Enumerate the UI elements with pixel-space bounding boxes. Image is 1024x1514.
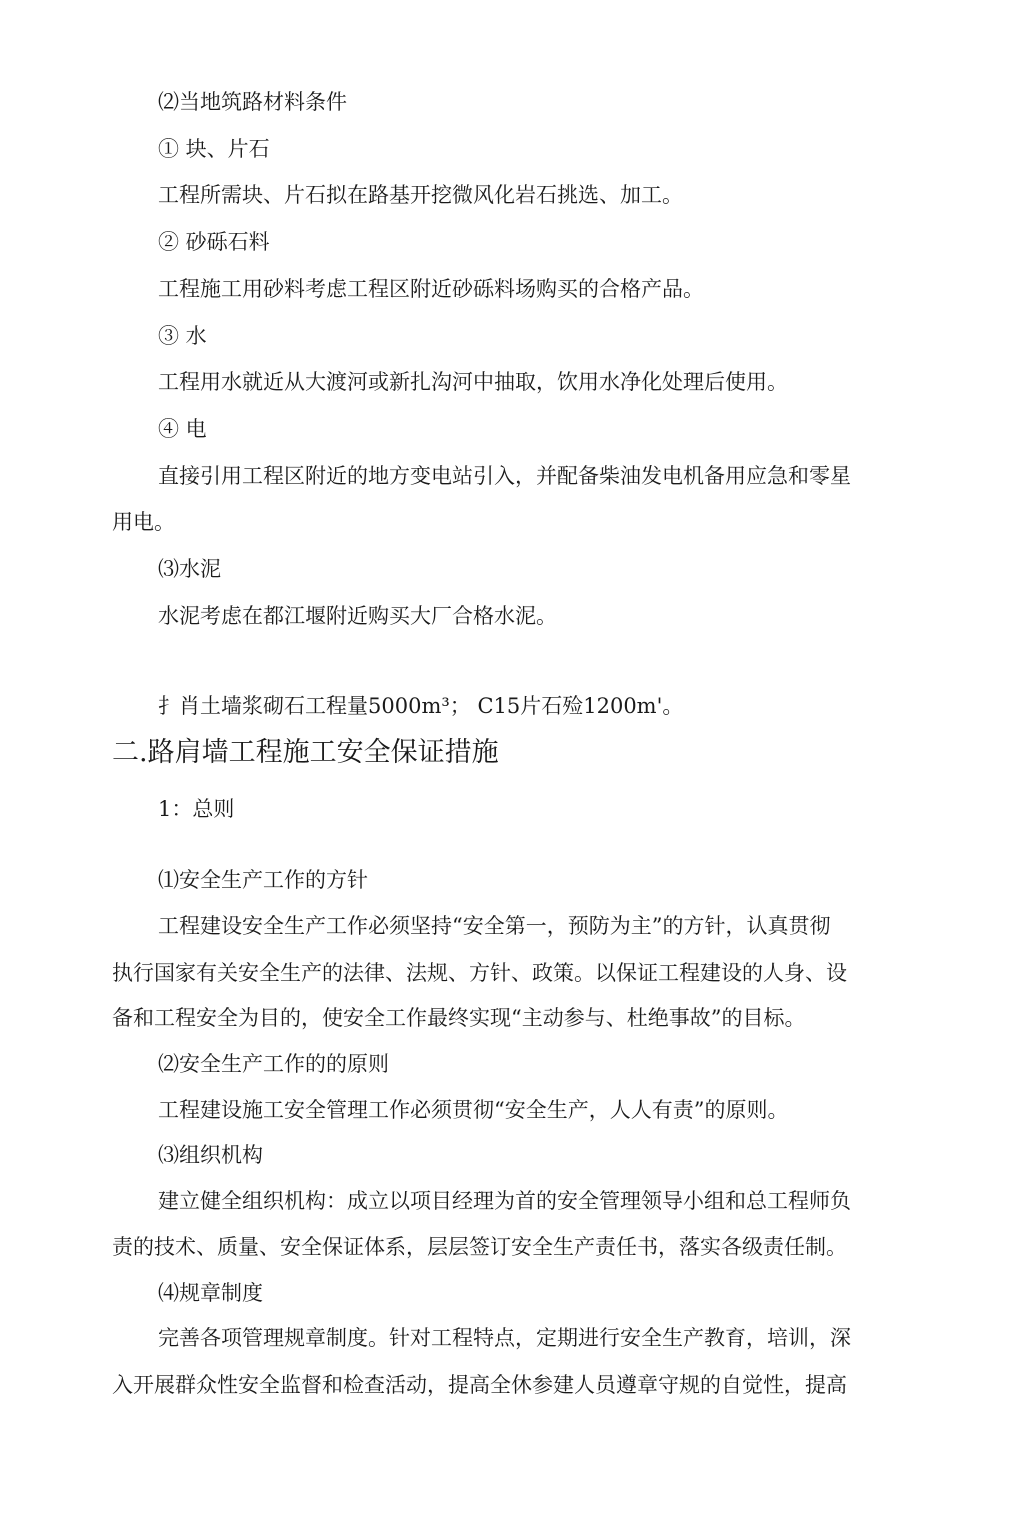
subsection-policy: ⑴安全生产工作的方针 xyxy=(158,868,368,892)
paragraph-power-line2: 用电。 xyxy=(112,510,175,534)
paragraph-gravel: 工程施工用砂料考虑工程区附近砂砾料场购买的合格产品。 xyxy=(158,277,704,301)
paragraph-regulations-line2: 入开展群众性安全监督和检查活动，提高全休参建人员遵章守规的自觉性，提高 xyxy=(112,1373,847,1397)
section-heading: 二.路肩墙工程施工安全保证措施 xyxy=(112,737,499,768)
paragraph-power-line1: 直接引用工程区附近的地方变电站引入，并配备柴油发电机备用应急和零星 xyxy=(158,464,851,488)
paragraph-stone: 工程所需块、片石拟在路基开挖微风化岩石挑选、加工。 xyxy=(158,183,683,207)
paragraph-principle: 工程建设施工安全管理工作必须贯彻“安全生产，人人有责”的原则。 xyxy=(158,1098,789,1122)
paragraph-policy-line3: 备和工程安全为目的，使安全工作最终实现“主动参与、杜绝事故”的目标。 xyxy=(112,1006,806,1030)
subsection-general: 1：总则 xyxy=(158,797,235,821)
subsection-cement: ⑶水泥 xyxy=(158,557,221,581)
item-power: ④ 电 xyxy=(158,417,207,441)
paragraph-regulations-line1: 完善各项管理规章制度。针对工程特点，定期进行安全生产教育，培训，深 xyxy=(158,1326,851,1350)
paragraph-cement: 水泥考虑在都江堰附近购买大厂合格水泥。 xyxy=(158,604,557,628)
paragraph-policy-line2: 执行国家有关安全生产的法律、法规、方针、政策。以保证工程建设的人身、设 xyxy=(112,961,847,985)
paragraph-water: 工程用水就近从大渡河或新扎沟河中抽取，饮用水净化处理后使用。 xyxy=(158,370,788,394)
subsection-local-materials: ⑵当地筑路材料条件 xyxy=(158,90,347,114)
item-stone: ① 块、片石 xyxy=(158,137,270,161)
subsection-principle: ⑵安全生产工作的的原则 xyxy=(158,1052,389,1076)
subsection-regulations: ⑷规章制度 xyxy=(158,1281,263,1305)
paragraph-organization-line2: 责的技术、质量、安全保证体系，层层签订安全生产责任书，落实各级责任制。 xyxy=(112,1235,847,1259)
paragraph-organization-line1: 建立健全组织机构：成立以项目经理为首的安全管理领导小组和总工程师负 xyxy=(158,1189,851,1213)
item-water: ③ 水 xyxy=(158,324,207,348)
subsection-organization: ⑶组织机构 xyxy=(158,1143,263,1167)
item-gravel: ② 砂砾石料 xyxy=(158,230,270,254)
paragraph-policy-line1: 工程建设安全生产工作必须坚持“安全第一，预防为主”的方针，认真贯彻 xyxy=(158,914,831,938)
paragraph-quantities: 扌肖土墙浆砌石工程量5000m³； C15片石殓1200m'。 xyxy=(158,694,684,718)
